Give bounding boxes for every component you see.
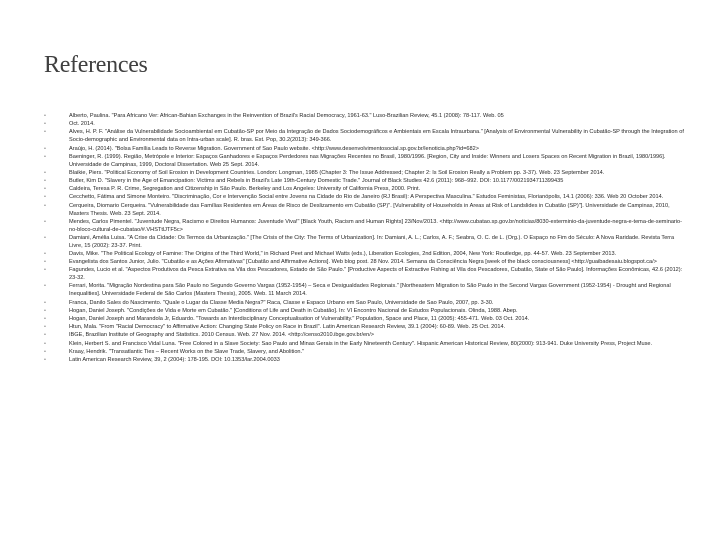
reference-item xyxy=(44,324,684,332)
reference-text: Oct. 2014. xyxy=(69,121,95,128)
bullet-icon: • xyxy=(44,267,46,274)
bullet-icon: • xyxy=(44,202,46,209)
bullet-icon: • xyxy=(44,218,46,225)
reference-item xyxy=(44,308,684,316)
reference-text: Blaikie, Piers. "Political Economy of Soil Erosion in Development Countries. London: Longman, 1985 (Chapter 3: The Issue Addressed; Chapter 2: Is Soil Erosion Really a Problem pp. 3-37). Web. 23 September 2014. xyxy=(69,169,605,176)
reference-item xyxy=(44,113,684,121)
bullet-icon: • xyxy=(44,299,46,306)
reference-item xyxy=(44,194,684,202)
bullet-icon: • xyxy=(44,250,46,257)
bullet-icon: • xyxy=(44,178,46,185)
reference-text: Htun, Mala. "From "Racial Democracy" to Affirmative Action: Changing State Policy on Race in Brazil". Latin American Research Review, 39.1 (2004): 60-89. Web. 25 Oct. 2014. xyxy=(69,324,506,331)
bullet-icon: • xyxy=(44,186,46,193)
bullet-icon: • xyxy=(44,169,46,176)
bullet-icon: • xyxy=(44,348,46,355)
bullet-icon: • xyxy=(44,340,46,347)
reference-item xyxy=(44,203,684,219)
reference-item xyxy=(44,267,684,283)
reference-text: Baeninger, R. (1999). Região, Metrópole e Interior: Espaços Ganhadores e Espaços Perdedores nas Migrações Recentes no Brasil, 1980/1996. [Region, City and Inside: Winners and Losers Spaces on Recent Migration in Brazil, 1980/1996]. Universidade de Campinas, 1999, Doctoral Dissertation. Web 25 Sept. 2014. xyxy=(69,153,666,168)
bullet-icon: • xyxy=(44,121,46,128)
reference-item xyxy=(44,170,684,178)
reference-text: Caldeira, Teresa P. R. Crime, Segregation and Citizenship in São Paulo. Berkeley and Los Angeles: University of California Press, 2000. Print. xyxy=(69,186,421,193)
bullet-icon: • xyxy=(44,283,46,290)
bullet-icon: • xyxy=(44,357,46,364)
reference-text: Mendes, Carlos Pimentel. "Juventude Negra, Racismo e Direitos Humanos: Juventude Viva!" [Black Youth, Racism and Human Rights] 23/Nov/2013. <http://www.cubatao.sp.gov.br/noticias/8030-exterminio-da-juventude-negra-e-tema-de-seminario-no-bloco-cultural-de-cubatao/#.VHSTtlJTF5c> xyxy=(69,218,683,233)
reference-text: Franca, Danilo Sales do Nascimento. "Quale o Lugar da Classe Media Negra?" Raca, Classe e Espaco Urbano em Sao Paulo, Universidade de Sao Paulo, 2007, pp. 3-30. xyxy=(69,299,494,306)
reference-item xyxy=(44,349,684,357)
reference-text: Butler, Kim D. "Slavery in the Age of Emancipation: Victims and Rebels in Brazil's Late 19th-Century Domestic Trade." Journal of Black Studies 42.6 (2011): 968–992. DOI: 10.1177/0021934711399435 xyxy=(69,178,564,185)
reference-list xyxy=(44,113,684,365)
reference-item xyxy=(44,332,684,340)
reference-item xyxy=(44,146,684,154)
bullet-icon: • xyxy=(44,259,46,266)
reference-item xyxy=(44,341,684,349)
reference-item xyxy=(44,283,684,299)
reference-item xyxy=(44,251,684,259)
reference-text: Cerqueira, Diomario Cerqueira. "Vulnerabilidade das Famílias Residentes em Áreas de Risco de Deslizamento em Cubatão (SP)". [Vulnerability of Households in Areas at Risk of Landslides in Cubatão (SP)"]. Universidade de Campinas, 2010, Masters Thesis. Web. 23 Sept. 2014. xyxy=(69,202,670,217)
bullet-icon: • xyxy=(44,332,46,339)
bullet-icon: • xyxy=(44,234,46,241)
reference-text: Ferrari, Morita. "Migração Nordestina para São Paulo no Segundo Governo Vargas (1952-1954) – Seca e Desigualdades Regionais." [Northeastern Migration to São Paulo in the Second Vargas Government (1952-1954) - Drought and Regional Inequalities]. Universidade Federal de São Carlos (Masters Thesis), 2005. Web. 11 March 2014. xyxy=(69,283,671,298)
reference-text: Hogan, Daniel Joseph and Marandola Jr, Eduardo. "Towards an Interdisciplinary Conceptualisation of Vulnerability." Population, Space and Place, 11 (2005): 455-471. Web. 03 Oct. 2014. xyxy=(69,316,530,322)
reference-text: Damiani, Amélia Luisa. "A Crise da Cidade: Os Termos da Urbanização." [The Crisis of the City: The Terms of Urbanization]. In: Damiani, A. L.; Carlos, A. F.; Seabra, O. C. de L. (Org.). O Espaço no Fim do Século: A Nova Raridade. Revista Terra Livre, 15 (2002): 23-37. Print. xyxy=(69,234,675,249)
bullet-icon: • xyxy=(44,307,46,314)
reference-item xyxy=(44,235,684,251)
reference-item xyxy=(44,300,684,308)
reference-text: Cecchetto, Fátima and Simone Monteiro. "Discriminação, Cor e Intervenção Social entre Jovens na Cidade do Rio de Janeiro (RJ Brasil): A Perspectiva Masculina." Estudos Feministas, Florianópolis, 14.1 (2006): 336. Web 20 October 2014. xyxy=(69,194,664,201)
reference-item xyxy=(44,316,684,324)
reference-text: Alberto, Paulina. "Para Africano Ver: African-Bahian Exchanges in the Reinvention of Brazil's Racial Democracy, 1961-63." Luso-Brazilian Review, 45.1 (2008): 78-117. Web. 05 xyxy=(69,113,504,119)
reference-item xyxy=(44,186,684,194)
bullet-icon: • xyxy=(44,324,46,331)
page-title: References xyxy=(44,52,148,78)
reference-text: IBGE, Brazilian Institute of Geography and Statistics. 2010 Census. Web. 27 Nov. 2014. <http://censo2010.ibge.gov.br/en/> xyxy=(69,332,375,339)
reference-text: Araújo, H. (2014). "Bolsa Família Leads to Reverse Migration. Government of Sao Paulo website. <http://www.desenvolvimentosocial.sp.gov.br/lenoticia.php?id=682> xyxy=(69,145,479,152)
reference-item xyxy=(44,259,684,267)
reference-item xyxy=(44,154,684,170)
reference-text: Davis, Mike. "The Political Ecology of Famine: The Origins of the Third World," in Richard Peet and Michael Watts (eds.), Liberation Ecologies, 2nd Edition, 2004, New York: Routledge, pp. 44-57. Web. 23 September 2013. xyxy=(69,250,617,257)
reference-text: Latin American Research Review, 39, 2 (2004): 178-195. DOI: 10.1353/lar.2004.0033 xyxy=(69,357,280,364)
reference-text: Alves, H. P. F. "Análise da Vulnerabilidade Socioambiental em Cubatão-SP por Meio da Integração de Dados Sociodemográficos e Ambientais em Escala Intraurbana." [Analysis of Environmental Vulnerability in Cubatão-SP through the Integration of Socio-demographic and Environmental data on Intra-urban scale]. R. bras. Est. Pop, 30.2(2013): 349-366. xyxy=(69,129,684,144)
reference-item xyxy=(44,357,684,365)
reference-text: Hogan, Daniel Joseph. "Condições de Vida e Morte em Cubatão." [Conditions of Life and Death in Cubatão]. In: VI Encontro Nacional de Estudos Populacionais. Olinda, 1988. Abep. xyxy=(69,307,518,314)
bullet-icon: • xyxy=(44,145,46,152)
reference-text: Klein, Herbert S. and Francisco Vidal Luna. "Free Colored in a Slave Society: Sao Paulo and Minas Gerais in the Early Nineteenth Century". Hispanic American Historical Review, 80(2000): 913-941. Duke University Press, Project Muse. xyxy=(69,340,653,347)
reference-item xyxy=(44,178,684,186)
reference-item xyxy=(44,121,684,129)
bullet-icon: • xyxy=(44,194,46,201)
bullet-icon: • xyxy=(44,113,46,119)
bullet-icon: • xyxy=(44,316,46,322)
reference-text: Evangelista dos Santos Junior, Julio. "Cubatão e as Ações Afirmativas" [Cubatão and Affirmative Actions]. Web blog post. 28 Nov. 2014. Semana da Consciência Negra [week of the black consciousness] <http://guaibadesaiu.blogspot.ca/> xyxy=(69,259,657,266)
bullet-icon: • xyxy=(44,153,46,160)
reference-text: Kraay, Hendrik. "Transatlantic Ties – Recent Works on the Slave Trade, Slavery, and Abolition." xyxy=(69,348,305,355)
reference-item xyxy=(44,219,684,235)
reference-item xyxy=(44,129,684,145)
reference-text: Fagundes, Lucio et al. "Aspectos Produtivos da Pesca Extrativa na Vila dos Pescadores, Estado de São Paulo." [Productive Aspects of Extractive Fishing at Vila dos Pescadores, Cubatão, State of São Paulo]. Informações Econômicas, 42.6 (2012): 23-32. xyxy=(69,267,683,282)
bullet-icon: • xyxy=(44,129,46,136)
